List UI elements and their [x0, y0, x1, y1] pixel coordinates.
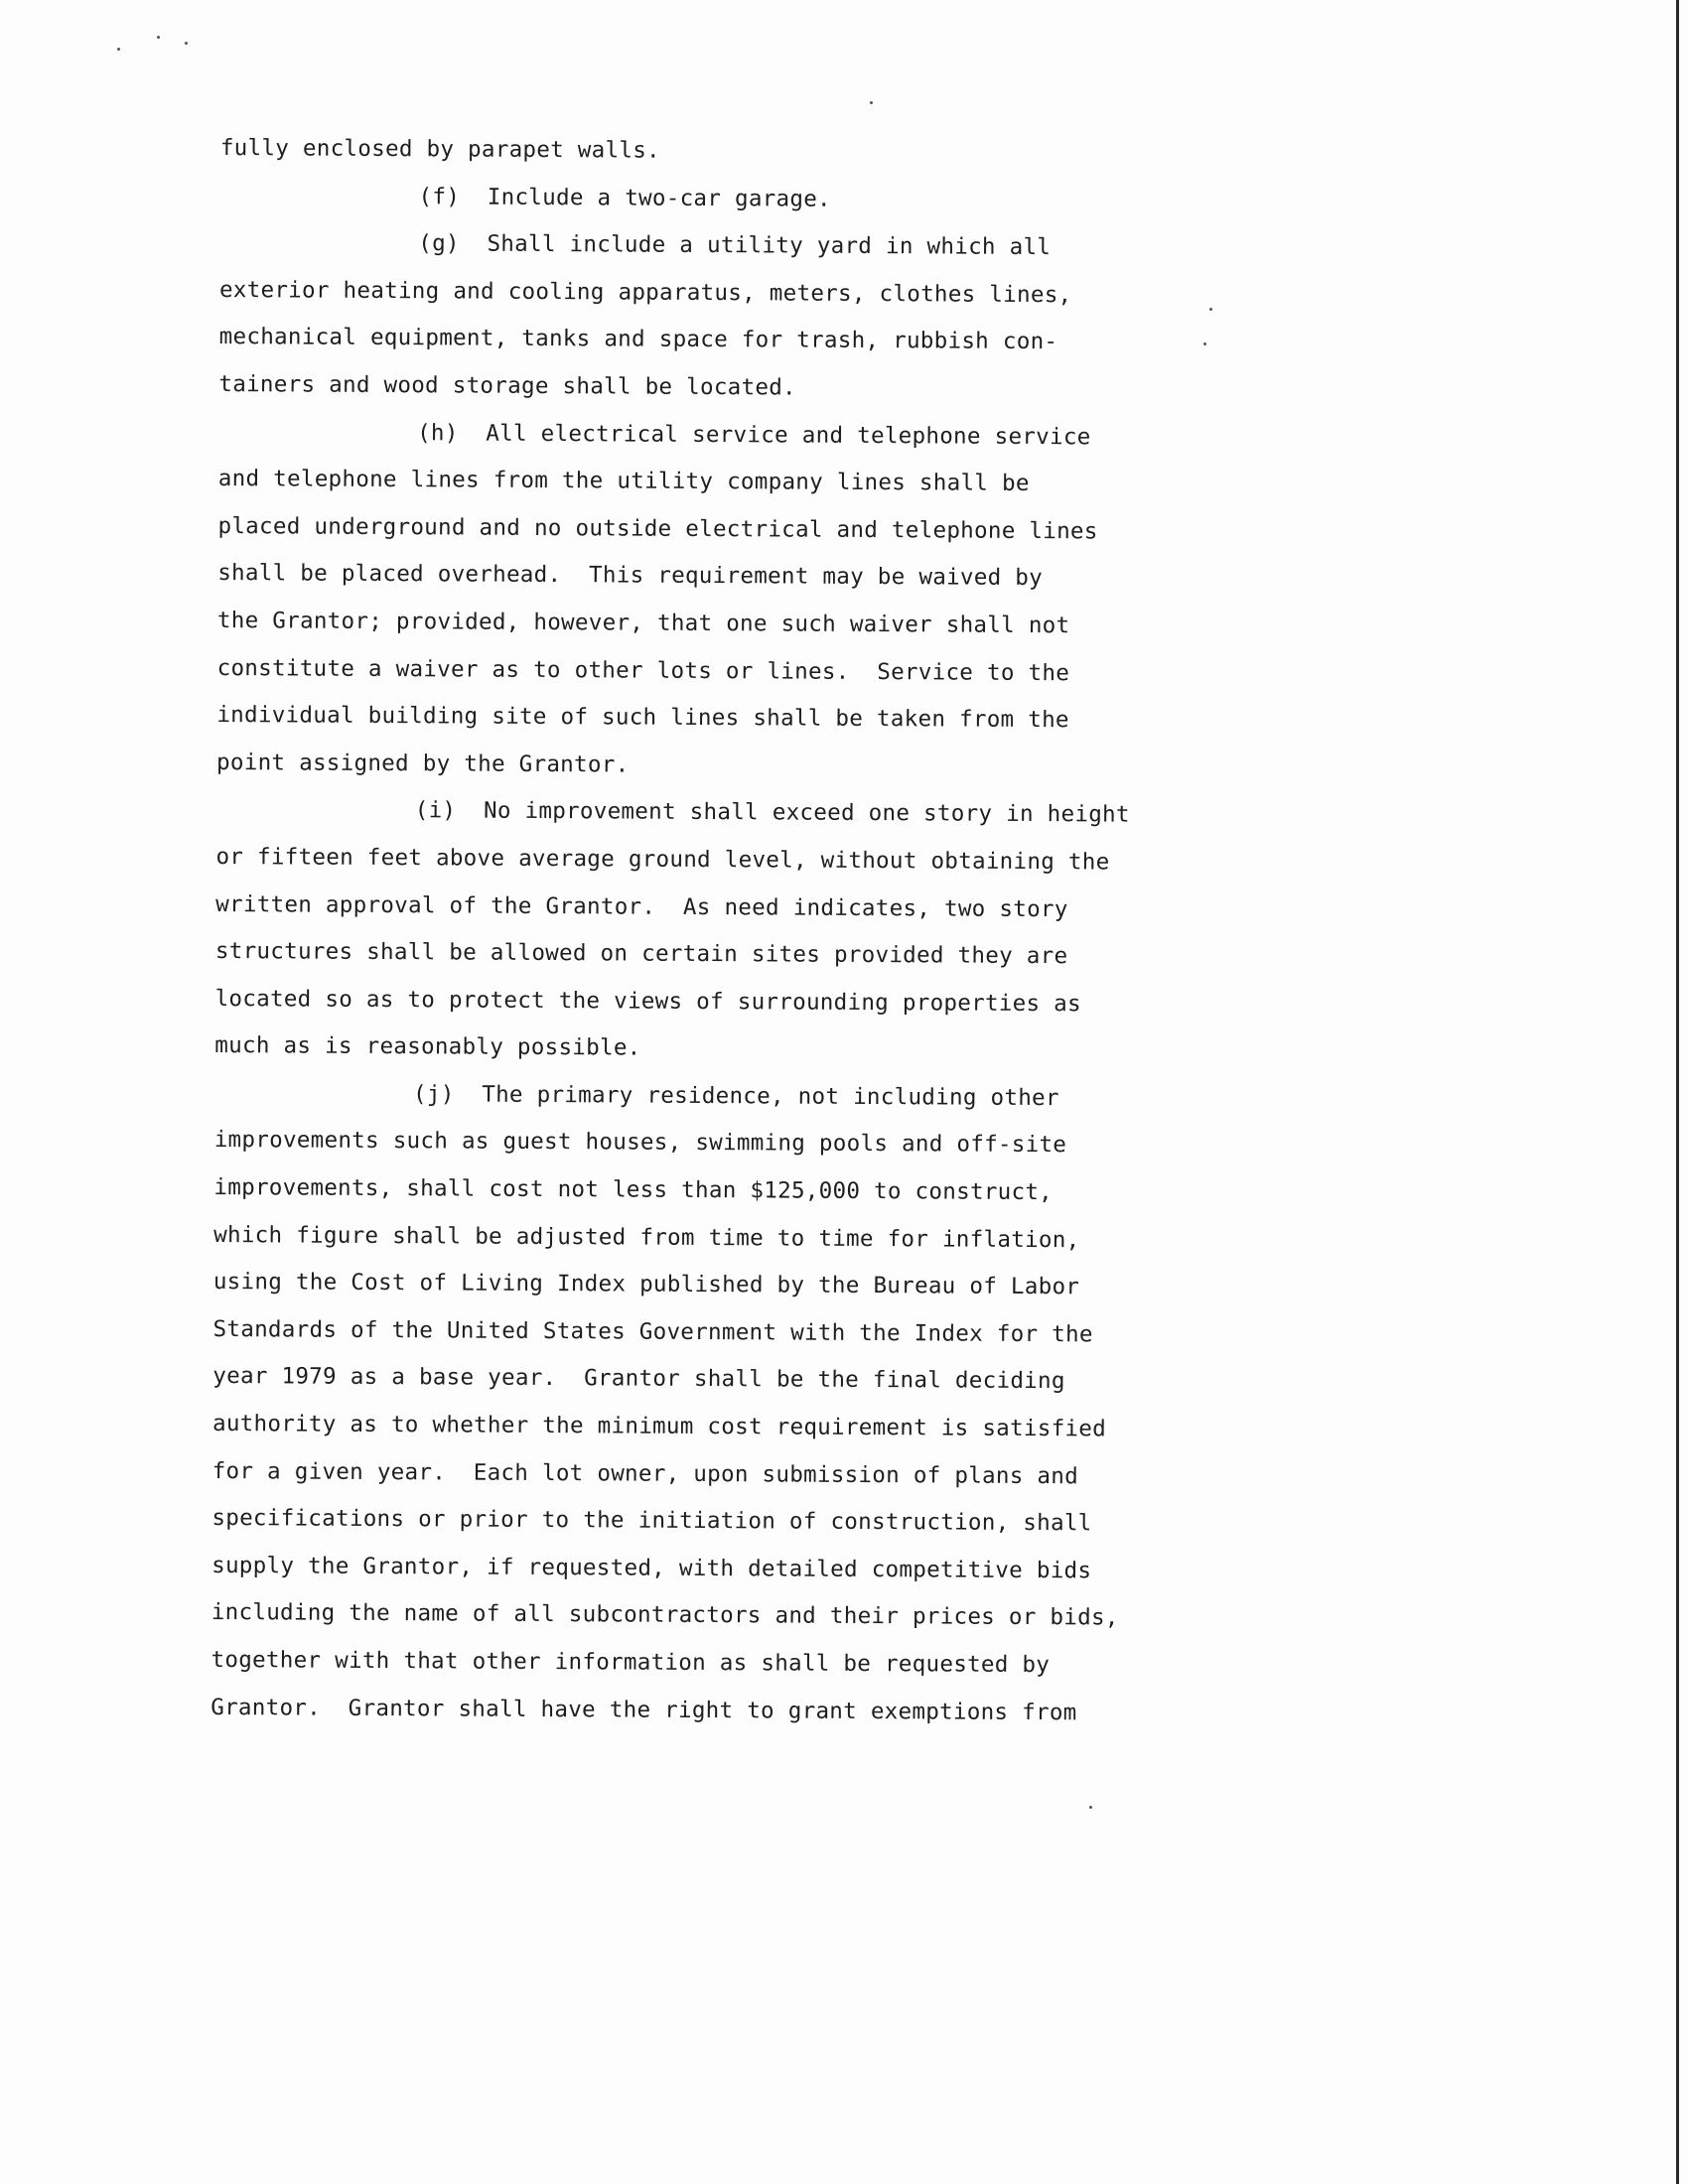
scan-speck: [185, 42, 188, 45]
text-line: (j) The primary residence, not including other: [412, 1081, 1059, 1112]
text-line: or fifteen feet above average ground level, without obtaining the: [215, 843, 1110, 876]
text-line: supply the Grantor, if requested, with detailed competitive bids: [211, 1552, 1092, 1584]
text-line: improvements such as guest houses, swimming pools and off-site: [213, 1127, 1067, 1159]
text-line: including the name of all subcontractors and their prices or bids,: [211, 1599, 1119, 1631]
text-line: (i) No improvement shall exceed one story in height: [414, 797, 1130, 828]
text-line: improvements, shall cost not less than $125,000 to construct,: [213, 1174, 1054, 1206]
text-line: which figure shall be adjusted from time to time for inflation,: [213, 1221, 1080, 1253]
text-line: together with that other information as shall be requested by: [211, 1646, 1051, 1679]
text-line: Grantor. Grantor shall have the right to grant exemptions from: [211, 1694, 1077, 1725]
text-line: constitute a waiver as to other lots or lines. Service to the: [216, 654, 1070, 686]
text-line: point assigned by the Grantor.: [216, 749, 630, 778]
scan-speck: [870, 101, 873, 104]
text-line: structures shall be allowed on certain sites provided they are: [214, 938, 1068, 970]
scan-speck: [157, 36, 160, 39]
text-line: authority as to whether the minimum cost requirement is satisfied: [211, 1411, 1107, 1442]
text-line: year 1979 as a base year. Grantor shall be the final deciding: [212, 1363, 1065, 1395]
text-line: for a given year. Each lot owner, upon submission of plans and: [211, 1457, 1079, 1489]
text-line: fully enclosed by parapet walls.: [219, 134, 661, 164]
text-line: and telephone lines from the utility company lines shall be: [217, 466, 1030, 497]
text-line: tainers and wood storage shall be located.: [218, 370, 797, 401]
text-line: exterior heating and cooling apparatus, meters, clothes lines,: [218, 276, 1072, 309]
text-line: using the Cost of Living Index published by the Bureau of Labor: [212, 1269, 1080, 1300]
scan-speck: [117, 48, 120, 51]
text-line: the Grantor; provided, however, that one such waiver shall not: [216, 607, 1070, 639]
text-line: shall be placed overhead. This requirement may be waived by: [217, 560, 1044, 592]
text-line: placed underground and no outside electrical and telephone lines: [217, 512, 1098, 545]
text-line: (h) All electrical service and telephone service: [417, 419, 1091, 450]
text-line: (g) Shall include a utility yard in which all: [418, 230, 1052, 261]
scan-speck: [1089, 1806, 1092, 1809]
document-body: [211, 125, 1223, 1737]
text-line: much as is reasonably possible.: [214, 1032, 641, 1061]
text-line: Standards of the United States Government with the Index for the: [212, 1315, 1093, 1348]
text-line: written approval of the Grantor. As need indicates, two story: [215, 890, 1068, 922]
text-line: mechanical equipment, tanks and space for trash, rubbish con-: [218, 324, 1058, 355]
text-line: specifications or prior to the initiation of construction, shall: [211, 1505, 1092, 1537]
scan-edge: [1676, 0, 1679, 2184]
text-line: individual building site of such lines shall be taken from the: [216, 702, 1069, 734]
text-line: located so as to protect the views of surrounding properties as: [214, 985, 1082, 1017]
text-line: (f) Include a two-car garage.: [418, 183, 832, 212]
